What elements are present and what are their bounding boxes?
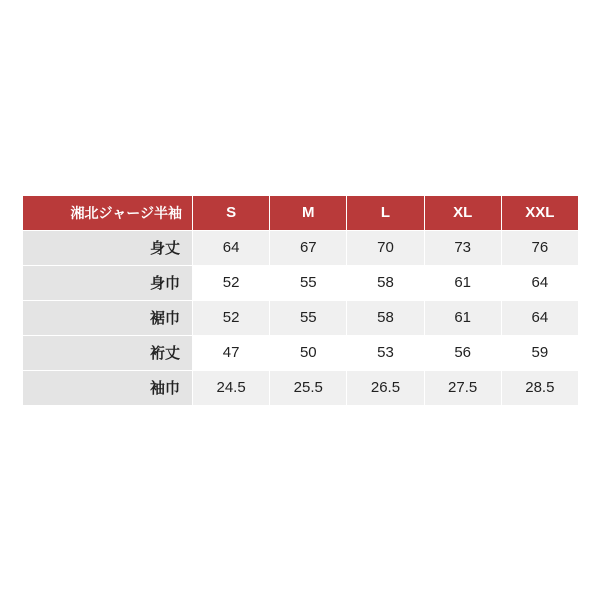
cell-hem-width-xxl: 64: [501, 300, 578, 335]
row-label-sleeve-length: 裄丈: [23, 335, 193, 370]
column-header-m: M: [270, 195, 347, 230]
cell-body-width-xxl: 64: [501, 265, 578, 300]
table-body: [23, 230, 579, 405]
cell-sleeve-width-m: 25.5: [270, 370, 347, 405]
table-title-cell: 湘北ジャージ半袖: [23, 195, 193, 230]
cell-hem-width-s: 52: [193, 300, 270, 335]
table-row: [23, 300, 579, 335]
row-label-body-width: 身巾: [23, 265, 193, 300]
cell-sleeve-length-xl: 56: [424, 335, 501, 370]
cell-sleeve-width-xxl: 28.5: [501, 370, 578, 405]
cell-sleeve-length-s: 47: [193, 335, 270, 370]
table-row: [23, 230, 579, 265]
cell-sleeve-width-l: 26.5: [347, 370, 424, 405]
cell-body-width-s: 52: [193, 265, 270, 300]
cell-hem-width-l: 58: [347, 300, 424, 335]
cell-sleeve-width-s: 24.5: [193, 370, 270, 405]
row-label-hem-width: 裾巾: [23, 300, 193, 335]
row-label-sleeve-width: 袖巾: [23, 370, 193, 405]
cell-body-width-l: 58: [347, 265, 424, 300]
column-header-s: S: [193, 195, 270, 230]
column-header-xl: XL: [424, 195, 501, 230]
cell-hem-width-xl: 61: [424, 300, 501, 335]
table-row: [23, 265, 579, 300]
cell-sleeve-length-xxl: 59: [501, 335, 578, 370]
cell-body-length-l: 70: [347, 230, 424, 265]
size-chart-container: [22, 195, 578, 406]
cell-sleeve-length-m: 50: [270, 335, 347, 370]
table-header: [23, 195, 579, 230]
cell-body-width-m: 55: [270, 265, 347, 300]
table-row: [23, 335, 579, 370]
row-label-body-length: 身丈: [23, 230, 193, 265]
table-row: [23, 370, 579, 405]
column-header-l: L: [347, 195, 424, 230]
cell-body-length-m: 67: [270, 230, 347, 265]
cell-sleeve-width-xl: 27.5: [424, 370, 501, 405]
cell-body-width-xl: 61: [424, 265, 501, 300]
column-header-xxl: XXL: [501, 195, 578, 230]
cell-body-length-s: 64: [193, 230, 270, 265]
cell-body-length-xl: 73: [424, 230, 501, 265]
cell-sleeve-length-l: 53: [347, 335, 424, 370]
cell-hem-width-m: 55: [270, 300, 347, 335]
size-chart-table: [22, 195, 579, 406]
cell-body-length-xxl: 76: [501, 230, 578, 265]
header-row: [23, 195, 579, 230]
